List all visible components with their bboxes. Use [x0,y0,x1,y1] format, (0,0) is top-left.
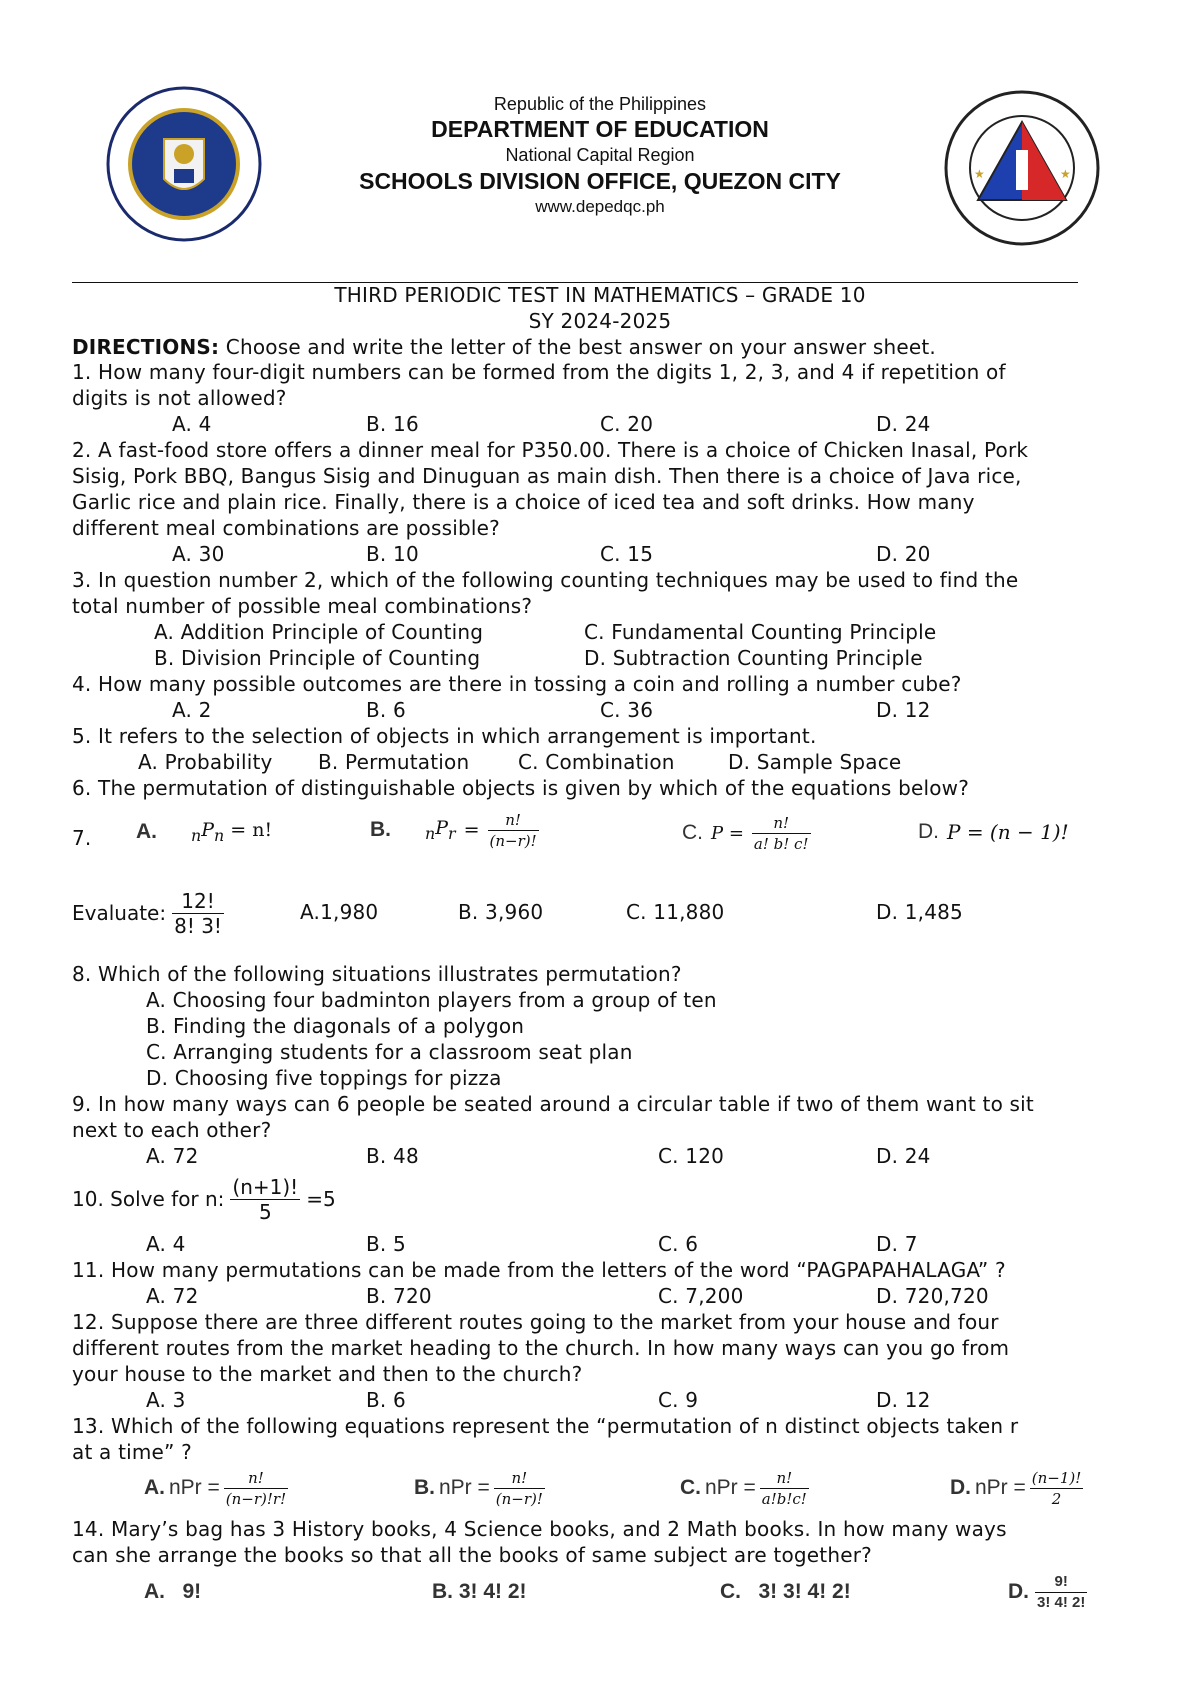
q13-b-num: n! [494,1468,545,1489]
q13-d-label: D. [950,1476,971,1499]
q11-line1: 11. How many permutations can be made from the letters of the word “PAGPAPAHALAGA” ? [72,1258,1006,1282]
directions-label: DIRECTIONS: [72,335,220,359]
q2-option-a: A. 30 [172,542,225,566]
q10-den: 5 [258,1199,272,1224]
q13-a-den: (n−r)!r! [225,1489,287,1508]
q12-line3: your house to the market and then to the church? [72,1362,583,1386]
q1-line1: 1. How many four-digit numbers can be formed from the digits 1, 2, 3, and 4 if repetition of [72,360,1006,384]
q11-option-d: D. 720,720 [876,1284,989,1308]
q14-option-a: A. 9! [144,1580,202,1603]
q14-d-den: 3! 4! 2! [1037,1593,1086,1611]
directions [72,334,936,360]
q9-option-a: A. 72 [146,1144,199,1168]
school-year: SY 2024-2025 [528,309,672,333]
q2-line1: 2. A fast-food store offers a dinner meal for P350.00. There is a choice of Chicken Inasal, Pork [72,438,1029,462]
q13-option-c [680,1462,809,1514]
q5-option-d: D. Sample Space [728,750,902,774]
q10-option-c: C. 6 [658,1232,699,1256]
q3-option-a: A. Addition Principle of Counting [154,620,484,644]
division-line: SCHOOLS DIVISION OFFICE, QUEZON CITY [359,168,841,194]
q6-a-formula [191,819,272,845]
q9-option-c: C. 120 [658,1144,725,1168]
q6-b-sub2: r [448,823,456,843]
q6-b-eq: = [463,819,480,841]
q6-option-c [682,808,811,858]
q10-option-d: D. 7 [876,1232,918,1256]
q6-option-b [370,800,539,860]
q7-num: 12! [172,889,224,914]
q2-line4: different meal combinations are possible? [72,516,500,540]
q9-line1: 9. In how many ways can 6 people be seated around a circular table if two of them want to sit [72,1092,1034,1116]
q1-option-a: A. 4 [172,412,212,436]
q13-a-label: A. [144,1476,165,1499]
q6-a-sub2: n [214,825,225,845]
q1-line2: digits is not allowed? [72,386,287,410]
q4-option-d: D. 12 [876,698,931,722]
q13-option-a [144,1462,288,1514]
q13-c-lhs: nPr = [705,1476,756,1499]
q7-option-a: A.1,980 [300,900,379,924]
q6-a-rest: = n! [230,819,273,842]
q13-c-label: C. [680,1476,701,1499]
q4-option-c: C. 36 [600,698,654,722]
q14-d-num: 9! [1035,1572,1087,1593]
q2-line2: Sisig, Pork BBQ, Bangus Sisig and Dinuguan as main dish. Then there is a choice of Java rice, [72,464,1022,488]
q6-b-den: (n−r)! [489,831,537,850]
q12-option-d: D. 12 [876,1388,931,1412]
q13-b-den: (n−r)! [495,1489,543,1508]
q13-option-d [950,1462,1083,1514]
q13-a-num: n! [224,1468,288,1489]
q12-option-a: A. 3 [146,1388,186,1412]
q4-option-a: A. 2 [172,698,212,722]
q13-a-lhs: nPr = [169,1476,220,1499]
q8-line1: 8. Which of the following situations illustrates permutation? [72,962,682,986]
q8-option-d: D. Choosing five toppings for pizza [146,1066,502,1090]
q6-b-num: n! [488,810,539,831]
q8-option-a: A. Choosing four badminton players from a group of ten [146,988,717,1012]
q6-line1: 6. The permutation of distinguishable objects is given by which of the equations below? [72,776,970,800]
q1-option-b: B. 16 [366,412,419,436]
q13-d-lhs: nPr = [975,1476,1026,1499]
q14-option-d [1008,1568,1087,1616]
q11-option-b: B. 720 [366,1284,432,1308]
q10-expression [72,1170,336,1228]
department-line: DEPARTMENT OF EDUCATION [431,116,769,142]
q6-b-formula [425,810,539,851]
q14-option-b: B. 3! 4! 2! [432,1580,527,1603]
q6-b-sub: n [425,823,436,843]
q6-d-main: P = (n − 1)! [947,820,1069,844]
q13-b-label: B. [414,1476,435,1499]
test-title: THIRD PERIODIC TEST IN MATHEMATICS – GRADE 10 [334,283,866,307]
q2-option-b: B. 10 [366,542,419,566]
q10-option-a: A. 4 [146,1232,186,1256]
directions-text: Choose and write the letter of the best answer on your answer sheet. [225,335,936,359]
q2-option-d: D. 20 [876,542,931,566]
q12-option-c: C. 9 [658,1388,699,1412]
q14-d-label: D. [1008,1580,1029,1603]
q6-c-label: C. [682,821,703,844]
q13-line1: 13. Which of the following equations represent the “permutation of n distinct objects taken r [72,1414,1019,1438]
q1-option-d: D. 24 [876,412,931,436]
q14-line2: can she arrange the books so that all the books of same subject are together? [72,1543,872,1567]
q10-num: (n+1)! [232,1174,299,1199]
q12-line2: different routes from the market heading to the church. In how many ways can you go from [72,1336,1010,1360]
q3-option-d: D. Subtraction Counting Principle [584,646,923,670]
q4-option-b: B. 6 [366,698,406,722]
q13-d-den: 2 [1051,1489,1062,1508]
q6-a-label: A. [136,820,157,843]
region-line: National Capital Region [505,145,695,165]
republic-line: Republic of the Philippines [493,94,707,114]
q12-option-b: B. 6 [366,1388,406,1412]
q12-line1: 12. Suppose there are three different routes going to the market from your house and four [72,1310,999,1334]
q9-line2: next to each other? [72,1118,272,1142]
q6-option-a [136,812,272,852]
q5-option-b: B. Permutation [318,750,470,774]
q10-label: 10. Solve for n: [72,1187,225,1211]
q6-a-main: P [201,819,214,842]
q11-option-c: C. 7,200 [658,1284,744,1308]
q9-option-d: D. 24 [876,1144,931,1168]
q13-d-num: (n−1)! [1031,1468,1082,1487]
q6-c-main: P = [711,822,744,844]
q7-option-d: D. 1,485 [876,900,963,924]
q5-option-c: C. Combination [518,750,675,774]
q1-option-c: C. 20 [600,412,654,436]
q13-b-lhs: nPr = [439,1476,490,1499]
q7-option-b: B. 3,960 [458,900,544,924]
q11-option-a: A. 72 [146,1284,199,1308]
q13-c-den: a!b!c! [761,1489,807,1508]
q3-line2: total number of possible meal combinations? [72,594,533,618]
q6-b-main: P [435,817,448,840]
q3-option-b: B. Division Principle of Counting [154,646,481,670]
q7-option-c: C. 11,880 [626,900,725,924]
q3-line1: 3. In question number 2, which of the following counting techniques may be used to find the [72,568,1019,592]
q2-option-c: C. 15 [600,542,654,566]
q4-line1: 4. How many possible outcomes are there in tossing a coin and rolling a number cube? [72,672,962,696]
website-line: www.depedqc.ph [535,197,665,216]
q6-b-label: B. [370,818,391,841]
q6-option-d [918,812,1069,852]
q13-option-b [414,1462,545,1514]
q10-rest: =5 [306,1187,336,1211]
q6-c-num: n! [752,813,811,834]
q7-den: 8! 3! [174,913,222,938]
q10-option-b: B. 5 [366,1232,406,1256]
q6-d-label: D. [918,820,939,843]
q14-line1: 14. Mary’s bag has 3 History books, 4 Science books, and 2 Math books. In how many ways [72,1517,1007,1541]
q14-option-c: C. 3! 3! 4! 2! [720,1580,851,1603]
q2-line3: Garlic rice and plain rice. Finally, there is a choice of iced tea and soft drinks. How many [72,490,975,514]
q7-expression [72,880,224,946]
q5-line1: 5. It refers to the selection of objects in which arrangement is important. [72,724,817,748]
q6-c-den: a! b! c! [753,834,809,853]
q13-c-num: n! [760,1468,809,1489]
q5-option-a: A. Probability [138,750,273,774]
q3-option-c: C. Fundamental Counting Principle [584,620,937,644]
q9-option-b: B. 48 [366,1144,419,1168]
svg-text:★: ★ [1060,167,1071,181]
q8-option-c: C. Arranging students for a classroom seat plan [146,1040,633,1064]
q7-label: Evaluate: [72,901,167,925]
q13-line2: at a time” ? [72,1440,192,1464]
q7-number: 7. [72,826,92,850]
q8-option-b: B. Finding the diagonals of a polygon [146,1014,525,1038]
q6-a-sub: n [191,825,202,845]
svg-text:★: ★ [974,167,985,181]
